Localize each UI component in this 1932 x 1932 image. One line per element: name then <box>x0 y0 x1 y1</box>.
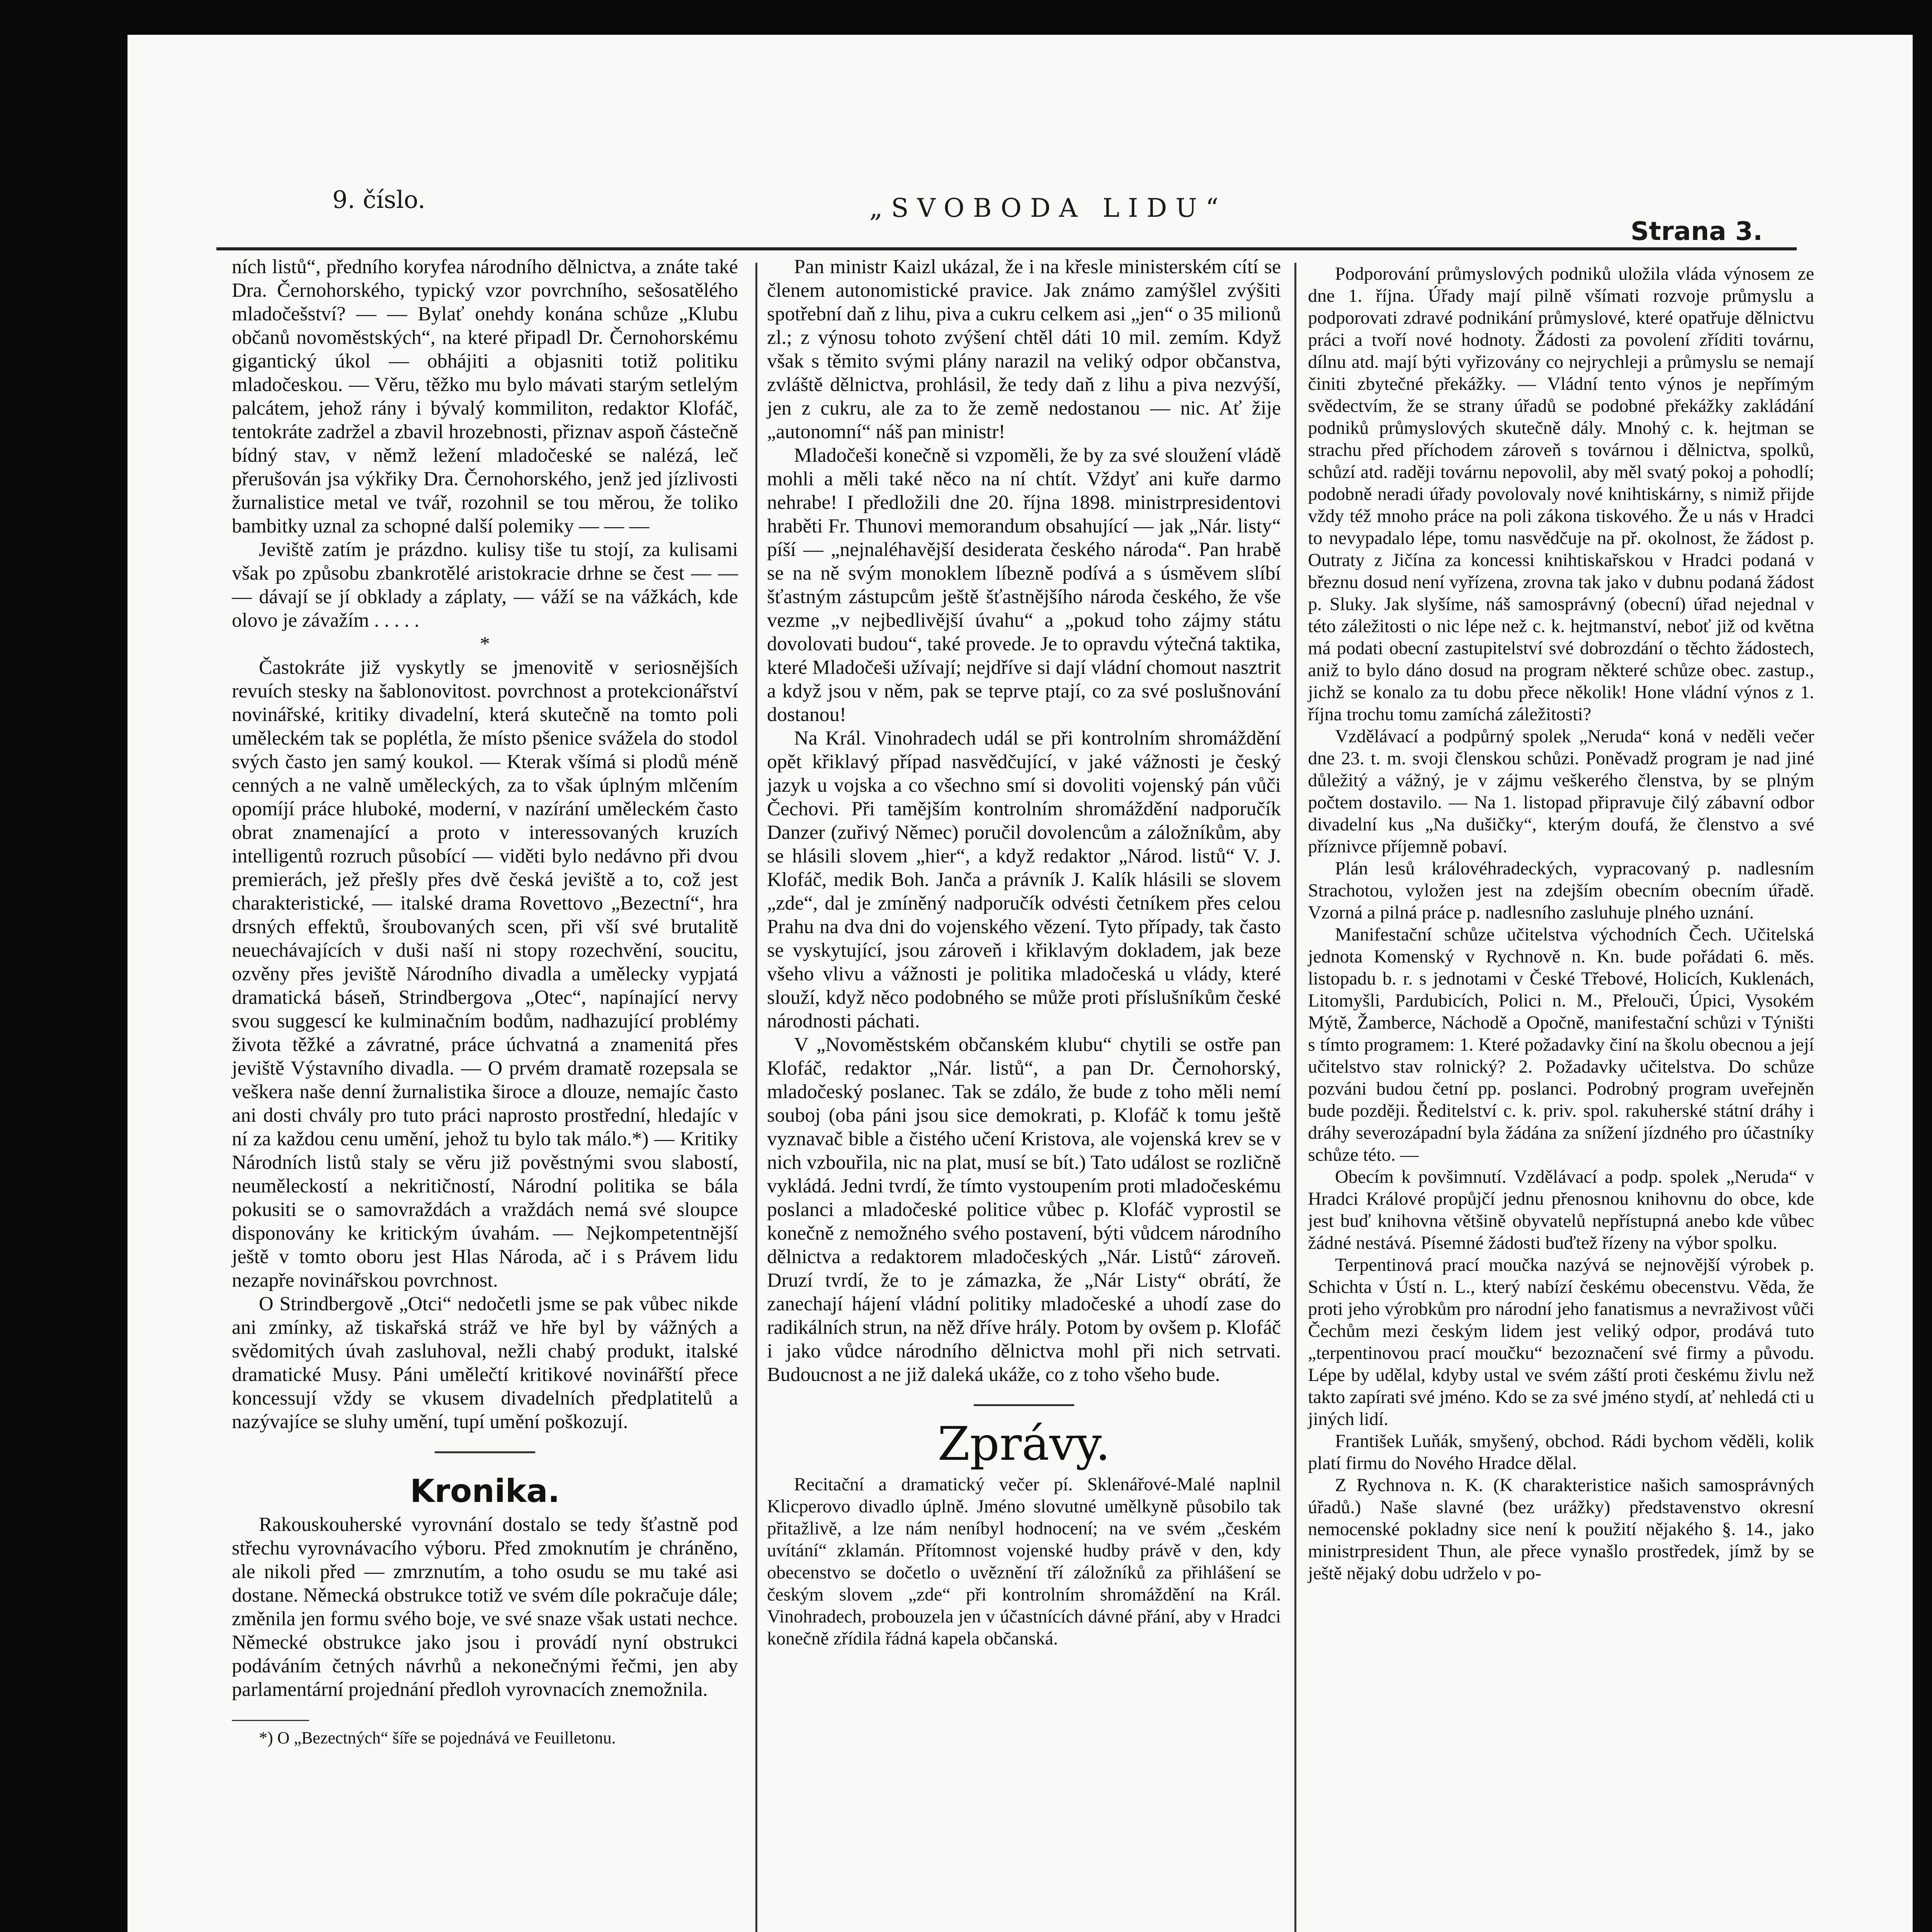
article-paragraph: Na Král. Vinohradech udál se při kontrolním shromáždění opět křiklavý případ nasvědčující, v jaké vážnosti je český jazyk u vojska a co všechno smí si dovoliti vojenský pán vůči Čechovi. Při tamějším kontrolním shromáždění nadporučík Danzer (zuřivý Němec) poručil dovolencům a záložníkům, aby se hlásili slovem „hier“, a když redaktor „Národ. listů“ V. J. Klofáč, medik Boh. Janča a právník J. Kalík hlásili se slovem „zde“, dal je zmíněný nadporučík odvésti četníkem přes celou Prahu na dva dni do vojenského vězení. Tyto případy, tak často se vyskytující, jsou zároveň i křiklavým dokladem, jak beze všeho vlivu a vážnosti je politika mladočeská u vlády, které slouží, když něco podobného se může proti příslušníkům české národnosti páchati. <box>767 727 1281 1032</box>
news-item: Podporování průmyslových podniků uložila vláda výnosem ze dne 1. října. Úřady mají pilně všímati rozvoje průmyslu a podporovati zdravé podnikání průmyslové, které opatřuje dělnictvu práci a tvoří nové hodnoty. Žádosti za povolení zříditi továrnu, dílnu atd. mají býti vyřizovány co nejrychleji a průmyslu se nemají činiti zbytečné překážky. — Vládní tento výnos je nepřímým svědectvím, že se strany úřadů se podobné překážky zakládání podniků průmyslových skutečně dály. Mnohý c. k. hejtman se strachu před příchodem zároveň s továrnou i dělnictva, spolků, schůzí atd. raději továrnu nepovolil, aby měl svatý pokoj a pohodlí; podobně neradi úřady povolovaly nové knihtiskárny, s nimiž přijde vždy též mnoho práce na poli zákona tiskového. Že u nás v Hradci to nevypadalo lépe, tomu nasvědčuje na př. okolnost, že žádost p. Outraty z Jičína za koncessi knihtiskařskou v Hradci podaná v březnu dosud není vyřízena, zrovna tak jako v dubnu podaná žádost p. Sluky. Jak slyšíme, náš samosprávný (obecní) úřad nejednal v této záležitosti o nic lépe než c. k. hejtmanství, neboť již od května má podati obecní zastupitelství své dobrozdání o těchto žádostech, aniž to bylo dáno dosud na program některé schůze obec. zastup., jichž se konalo za tu dobu přece několik! Hone vládní výnos z 1. října trochu tomu zamíchá záležitosti? <box>1308 264 1814 724</box>
column-1 <box>232 255 738 1748</box>
footnote: *) O „Bezectných“ šíře se pojednává ve Feuilletonu. <box>259 1728 616 1747</box>
article-paragraph: ních listů“, předního koryfea národního dělnictva, a znáte také Dra. Černohorského, typický vzor povrchního, sešosatělého mladočešství? — — Bylať onehdy konána schůze „Klubu občanů novoměstských“, na které připadl Dr. Černohorskému gigantický úkol — obhájiti a objasniti totiž politiku mladočeskou. — Věru, těžko mu bylo mávati starým setlelým palcátem, jehož rány i bývalý kommiliton, redaktor Klofáč, tentokráte zadržel a zbavil hrozebnosti, přiznav aspoň částečně bídný stav, v němž ležení mladočeské se nalézá, leč přerušován jsa výkřiky Dra. Černohorského, jenž jed jízlivosti žurnalistice metal ve tvář, rozohnil se tou měrou, že toliko bambitky uznal za schopné další polemiky — — — <box>232 256 738 537</box>
section-heading-kronika: Kronika. <box>410 1473 560 1510</box>
column-3 <box>1308 263 1814 1584</box>
article-paragraph: Rakouskouherské vyrovnání dostalo se tedy šťastně pod střechu vyrovnávacího výboru. Před zmoknutím je chráněno, ale nikoli před — zmrznutím, a toho osudu se mu také asi dostane. Německá obstrukce totiž ve svém díle pokračuje dále; změnila jen formu svého boje, ve své snaze však ustati nechce. Německé obstrukce jako jsou i provádí nyní obstrukci podáváním četných návrhů a nekonečnými řečmi, jen aby parlamentární projednání předloh vyrovnacích znemožnila. <box>232 1514 738 1701</box>
column-2 <box>767 255 1281 1650</box>
section-asterisk: * <box>480 633 490 655</box>
page-number: Strana 3. <box>1631 216 1763 246</box>
article-paragraph: Pan ministr Kaizl ukázal, že i na křesle ministerském cítí se členem autonomistické pravice. Jak známo zamýšlel zvýšiti spotřební daň z lihu, piva a cukru celkem asi „jen“ o 35 milionů zl.; z výnosu tohoto zvýšení chtěl dáti 10 mil. zemím. Když však s těmito svými plány narazil na veliký odpor občanstva, zvláště dělnictva, prohlásil, že tedy daň z lihu a piva nezvýší, jen z cukru, ale za to že země nedostanou — nic. Ať žije „autonomní“ náš pan ministr! <box>767 256 1281 443</box>
article-paragraph: Mladočeši konečně si vzpoměli, že by za své sloužení vládě mohli a měli také něco na ní chtít. Vždyť ani kuře darmo nehrabe! I předložili dne 20. října 1898. ministrpresidentovi hraběti Fr. Thunovi memorandum obsahující — jak „Nár. listy“ píší — „nejnaléhavější desiderata českého národa“. Pan hrabě se na ně svým monoklem líbezně podívá a s úsměvem slíbí šťastným zástupcům ještě šťastnějšího národa českého, že vše vezme „v nejbedlivější úvahu“ a „pokud toho zájmy státu dovolovati budou“, také provede. Je to opravdu výtečná taktika, které Mladočeši užívají; nejdříve si dají vládní chomout nasztrit a když jsou v něm, pak se teprve ptají, co za své poslušnování dostanou! <box>767 444 1281 726</box>
news-item: Obecím k povšimnutí. Vzdělávací a podp. spolek „Neruda“ v Hradci Králové propůjčí jednu přenosnou knihovnu do obce, kde jest buď knihovna většině obyvatelů nepřístupná anebo kde vůbec žádné nestává. Písemné žádosti buďtež řízeny na výbor spolku. <box>1308 1167 1814 1253</box>
news-item: Recitační a dramatický večer pí. Sklenářové-Malé naplnil Klicperovo divadlo úplně. Jméno slovutné umělkyně působilo tak přitažlivě, a lze nám neníbyl hodnocení; na ve svém „českém uvítání“ zklamán. Přítomnost vojenské hudby právě v den, kdy obecenstvo se dočetlo o uvěznění tří záložníků za přihlášení se českým slovem „zde“ při kontrolním shromáždění na Král. Vinohradech, probouzela jen v účastnících dávné přání, aby v Hradci konečně zřídila řádná kapela občanská. <box>767 1474 1281 1649</box>
article-paragraph: Jeviště zatím je prázdno. kulisy tiše tu stojí, za kulisami však po způsobu zbankrotělé aristokracie drhne se čest — — — dávají se jí obklady a záplaty, — váží se na vážkách, kde olovo je závažím . . . . . <box>232 539 738 631</box>
footnote-rule <box>232 1703 738 1726</box>
news-item: Manifestační schůze učitelstva východních Čech. Učitelská jednota Komenský v Rychnově n. Kn. bude pořádati 6. měs. listopadu b. r. s jednotami v České Třebové, Holicích, Kuklenách, Litomyšli, Pardubicích, Polici n. M., Přelouči, Úpici, Vysokém Mýtě, Žamberce, Náchodě a Opočně, manifestační schůzi v Týništi s tímto programem: 1. Které požadavky činí na školu obecnou a její učitelstvo stav rolnický? 2. Požadavky učitelstva. Do schůze pozváni budou četní pp. poslanci. Podrobný program uveřejněn bude později. Ředitelství c. k. priv. spol. rakuherské státní dráhy i dráhy severozápadní byla žádána za snížení jízdného pro účastníky schůze této. — <box>1308 924 1814 1165</box>
masthead-title: „SVOBODA LIDU“ <box>869 193 1227 223</box>
column-divider <box>755 263 757 1932</box>
article-paragraph: V „Novoměstském občanském klubu“ chytili se ostře pan Klofáč, redaktor „Nár. listů“, a pan Dr. Černohorský, mladočeský poslanec. Tak se zdálo, že bude z toho měli nemí souboj (oba páni jsou sice demokrati, p. Klofáč k tomu ještě vyznavač bible a čistého učení Kristova, ale vojenská krev se v nich vzbouřila, nic na plat, musí se bít.) Tato událost se rozličně vykládá. Jedni tvrdí, že tímto vystoupením proti mladočeskému poslanci a mladočeské politice vůbec p. Klofáč vyprostil se konečně z nemožného svého postavení, býti vůdcem národního dělnictva a redaktorem mladočeských „Nár. Listů“ zároveň. Druzí tvrdí, že to je zámazka, že „Nár Listy“ obrátí, že zanechají hájení vládní politiky mladočeské a uhodí zase do radikálních strun, na něž dříve hrály. Potom by ovšem p. Klofáč i jako vůdce národního dělnictva mohl při nich setrvati. Budoucnost a ne již daleká ukáže, co z toho všeho bude. <box>767 1034 1281 1386</box>
header-rule <box>216 247 1797 250</box>
article-paragraph: O Strindbergově „Otci“ nedočetli jsme se pak vůbec nikde ani zmínky, až tiskařská stráž ve hře byl by vážných a svědomitých úvah zasluhoval, nežli chabý produkt, italské dramatické Musy. Páni umělečtí kritikové novinářští přece koncessují vždy se vkusem divadelních předplatitelů a nazývajíce se sluhy umění, tupí umění poškozují. <box>232 1293 738 1433</box>
news-item: Terpentinová prací moučka nazývá se nejnovější výrobek p. Schichta v Ústí n. L., který nabízí českému obecenstvu. Věda, že proti jeho výrobkům pro národní jeho fanatismus a nevraživost vůči Čechům mezi českým lidem jest veliký odpor, prodává tuto „terpentinovou prací moučku“ bezoznačení své firmy a původu. Lépe by udělal, kdyby ustal ve svém záští proti českému živlu než takto zapírati své jméno. Kdo se za své jméno stydí, ať nehledá cti u jiných lidí. <box>1308 1255 1814 1429</box>
separator <box>232 1435 738 1459</box>
issue-number: 9. číslo. <box>332 185 426 214</box>
news-item: Vzdělávací a podpůrný spolek „Neruda“ koná v neděli večer dne 23. t. m. svoji členskou schůzi. Poněvadž program je nad jiné důležitý a vážný, je v zájmu veškerého členstva, by se plným počtem dostavilo. — Na 1. listopad připravuje čilý zábavní odbor divadelní kus „Na dušičky“, kterým doufá, že členstvo a své příznivce příjemně pobaví. <box>1308 726 1814 857</box>
news-item: Z Rychnova n. K. (K charakteristice našich samosprávných úřadů.) Naše slavné (bez urážky) představenstvo okresní nemocenské pokladny sice není k použití nějakého §. 14., jako ministrpresident Thun, ale přece vynašlo prostředek, jímž by se ještě nějaký dobu udrželo v po- <box>1308 1475 1814 1583</box>
news-item: Plán lesů královéhradeckých, vypracovaný p. nadlesním Strachotou, vyložen jest na zdejším obecním obecním úřadě. Vzorná a pilná práce p. nadlesního zasluhuje plného uznání. <box>1308 858 1814 923</box>
news-item: František Luňák, smyšený, obchod. Rádi bychom věděli, kolik platí firmu do Nového Hradce dělal. <box>1308 1431 1814 1473</box>
column-divider <box>1294 263 1296 1932</box>
section-heading-zpravy: Zprávy. <box>937 1417 1111 1471</box>
article-paragraph: Častokráte již vyskytly se jmenovitě v seriosnějších revuích stesky na šablonovitost. povrchnost a protekcionářství novinářské, kritiky divadelní, která skutečně na tomto poli uměleckém tak se poplétla, že místo pšenice svážela do stodol svých často jen samý koukol. — Kterak všímá si plodů méně cenných a ne valně uměleckých, za to však úplným mlčením opomíjí práce hluboké, moderní, v nazírání uměleckém často obrat znamenající a proto v interessovaných kruzích intelligentů rozruch působící — viděti bylo nedávno při dvou premierách, jež přešly přes dvě česká jeviště a to, což jest charakteristické, — italské drama Rovettovo „Bezectní“, hra drsných effektů, šroubovaných scen, při vší své brutalitě neuechávajících v duši naší ni stopy rozechvění, soucitu, ozvěny přes jeviště Národního divadla a umělecky vypjatá dramatická báseň, Strindbergova „Otec“, napínající nervy svou suggescí ke kulminačním bodům, nadhazující problémy života těžké a závratné, práce úchvatná a znamenitá přes jeviště Výstavního divadla. — O prvém dramatě rozepsala se veškera naše denní žurnalistika široce a dlouze, nemajíc často ani dosti chvály pro tuto práci naprosto prostřední, hledajíc v ní za každou cenu umění, jehož tu bylo tak málo.*) — Kritiky Národních listů staly se věru již pověstnými svou slabostí, neuměleckostí a nekritičností, Národní politika se bála pokusiti se o samovraždách a vraždách nemá své sloupce disponovány ke kritickým úvahám. — Nejkompetentnější ještě v tomto oboru jest Hlas Národa, ač i s Právem lidu nezapře novinářskou povrchnost. <box>232 656 738 1291</box>
separator <box>767 1388 1281 1412</box>
